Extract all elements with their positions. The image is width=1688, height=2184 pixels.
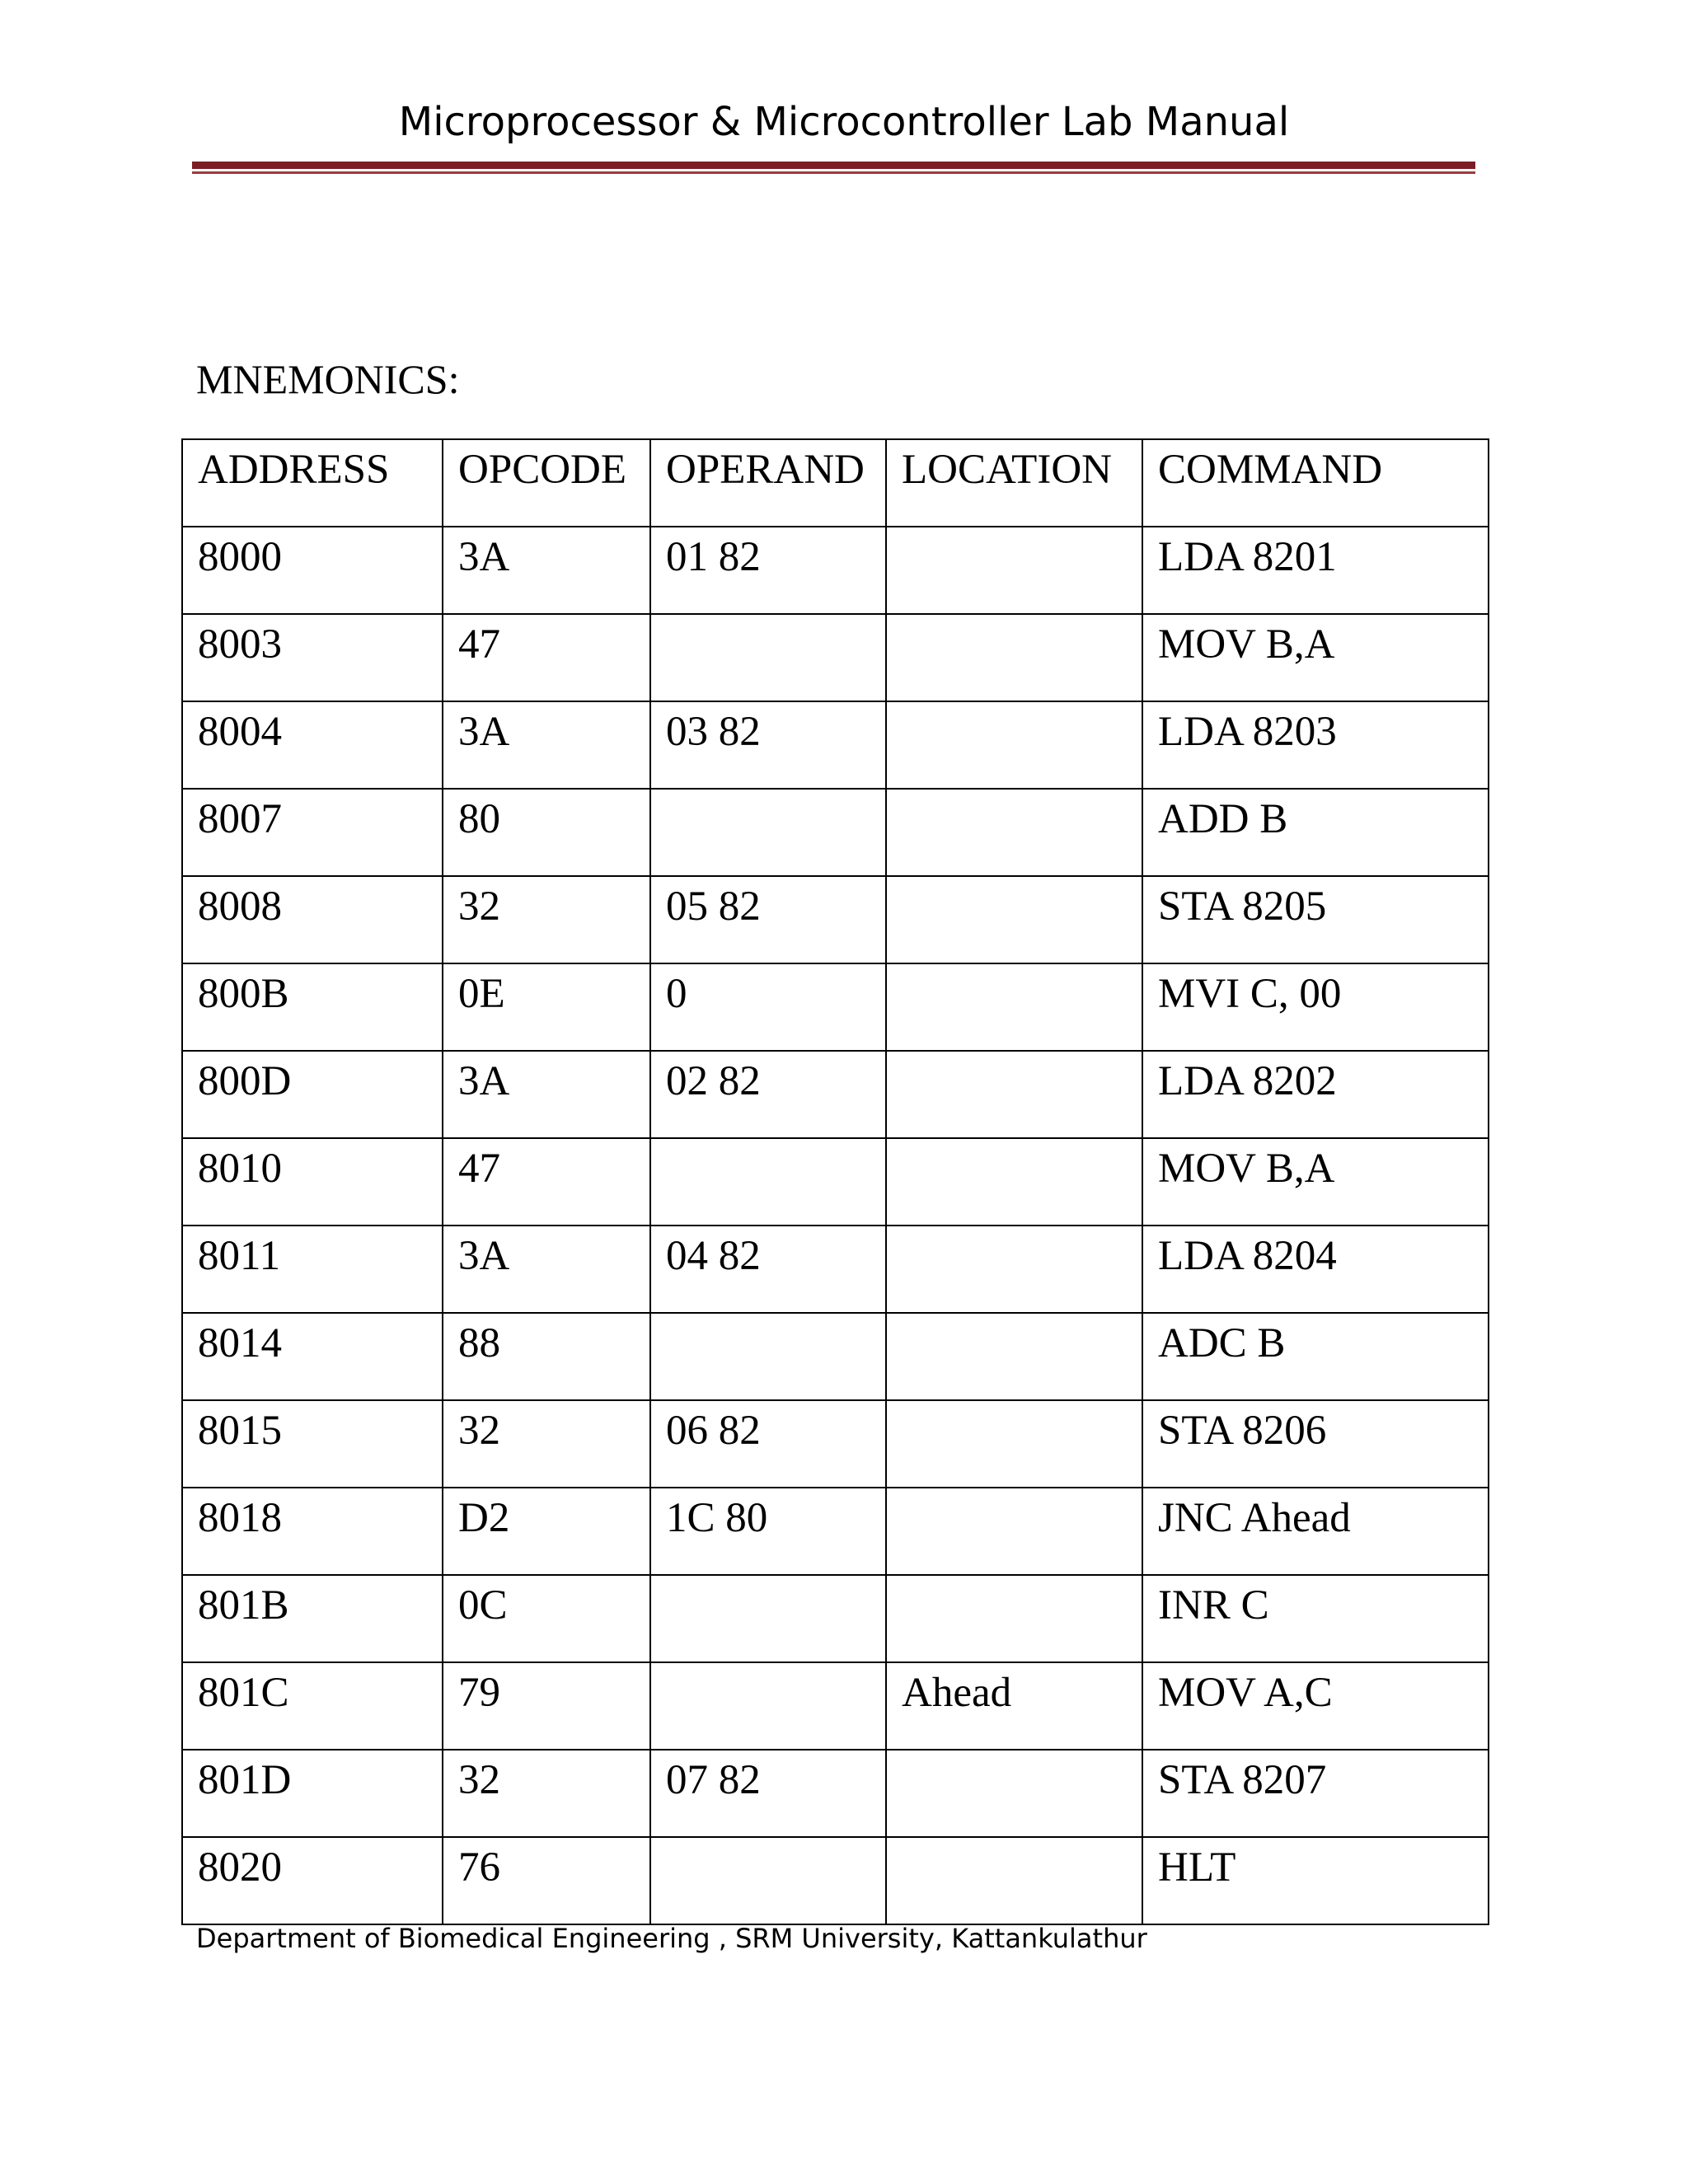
cell-address: 8000 bbox=[182, 527, 443, 614]
cell-address: 8010 bbox=[182, 1138, 443, 1226]
cell-address: 801D bbox=[182, 1750, 443, 1837]
cell-command: ADC B bbox=[1142, 1313, 1489, 1400]
cell-command: LDA 8203 bbox=[1142, 701, 1489, 789]
cell-opcode: 32 bbox=[443, 1750, 650, 1837]
header-rule-thin bbox=[192, 171, 1475, 174]
cell-location bbox=[886, 1226, 1142, 1313]
cell-opcode: 3A bbox=[443, 701, 650, 789]
table-row bbox=[182, 1051, 1489, 1138]
cell-operand bbox=[650, 1662, 886, 1750]
cell-location bbox=[886, 1313, 1142, 1400]
cell-address: 800D bbox=[182, 1051, 443, 1138]
cell-operand: 0 bbox=[650, 963, 886, 1051]
cell-opcode: 0E bbox=[443, 963, 650, 1051]
table-row bbox=[182, 963, 1489, 1051]
cell-operand: 1C 80 bbox=[650, 1488, 886, 1575]
cell-opcode: 80 bbox=[443, 789, 650, 876]
section-label: MNEMONICS: bbox=[196, 356, 460, 402]
cell-command: LDA 8202 bbox=[1142, 1051, 1489, 1138]
cell-location bbox=[886, 1051, 1142, 1138]
cell-location bbox=[886, 1750, 1142, 1837]
cell-opcode: 32 bbox=[443, 1400, 650, 1488]
cell-location bbox=[886, 1400, 1142, 1488]
cell-opcode: 3A bbox=[443, 1051, 650, 1138]
cell-command: MOV A,C bbox=[1142, 1662, 1489, 1750]
column-header-operand: OPERAND bbox=[650, 439, 886, 527]
cell-command: STA 8206 bbox=[1142, 1400, 1489, 1488]
header-rule-thick bbox=[192, 162, 1475, 169]
cell-address: 8015 bbox=[182, 1400, 443, 1488]
table-row bbox=[182, 614, 1489, 701]
cell-operand bbox=[650, 1138, 886, 1226]
cell-operand: 05 82 bbox=[650, 876, 886, 963]
table-row bbox=[182, 1226, 1489, 1313]
cell-command: LDA 8201 bbox=[1142, 527, 1489, 614]
cell-command: MVI C, 00 bbox=[1142, 963, 1489, 1051]
cell-opcode: 32 bbox=[443, 876, 650, 963]
cell-opcode: 88 bbox=[443, 1313, 650, 1400]
cell-address: 8011 bbox=[182, 1226, 443, 1313]
cell-address: 8007 bbox=[182, 789, 443, 876]
cell-command: MOV B,A bbox=[1142, 1138, 1489, 1226]
cell-address: 8014 bbox=[182, 1313, 443, 1400]
cell-address: 801C bbox=[182, 1662, 443, 1750]
mnemonics-table bbox=[181, 438, 1489, 1925]
cell-address: 8008 bbox=[182, 876, 443, 963]
cell-operand: 06 82 bbox=[650, 1400, 886, 1488]
cell-operand: 01 82 bbox=[650, 527, 886, 614]
cell-opcode: D2 bbox=[443, 1488, 650, 1575]
cell-address: 801B bbox=[182, 1575, 443, 1662]
cell-command: LDA 8204 bbox=[1142, 1226, 1489, 1313]
cell-operand bbox=[650, 614, 886, 701]
table-row bbox=[182, 701, 1489, 789]
cell-opcode: 0C bbox=[443, 1575, 650, 1662]
cell-opcode: 79 bbox=[443, 1662, 650, 1750]
cell-location bbox=[886, 1138, 1142, 1226]
table-row bbox=[182, 876, 1489, 963]
cell-operand bbox=[650, 789, 886, 876]
table-row bbox=[182, 1400, 1489, 1488]
cell-operand: 04 82 bbox=[650, 1226, 886, 1313]
cell-location bbox=[886, 527, 1142, 614]
cell-address: 8018 bbox=[182, 1488, 443, 1575]
cell-operand: 03 82 bbox=[650, 701, 886, 789]
table-header-row bbox=[182, 439, 1489, 527]
cell-operand bbox=[650, 1837, 886, 1924]
cell-command: STA 8207 bbox=[1142, 1750, 1489, 1837]
table-body bbox=[182, 439, 1489, 1924]
table-row bbox=[182, 1662, 1489, 1750]
cell-location bbox=[886, 614, 1142, 701]
cell-operand bbox=[650, 1313, 886, 1400]
cell-location bbox=[886, 1837, 1142, 1924]
cell-address: 8003 bbox=[182, 614, 443, 701]
cell-address: 8004 bbox=[182, 701, 443, 789]
table-row bbox=[182, 1488, 1489, 1575]
cell-location bbox=[886, 789, 1142, 876]
cell-command: HLT bbox=[1142, 1837, 1489, 1924]
cell-address: 8020 bbox=[182, 1837, 443, 1924]
cell-location: Ahead bbox=[886, 1662, 1142, 1750]
cell-address: 800B bbox=[182, 963, 443, 1051]
table-row bbox=[182, 1837, 1489, 1924]
column-header-address: ADDRESS bbox=[182, 439, 443, 527]
cell-opcode: 47 bbox=[443, 1138, 650, 1226]
table-row bbox=[182, 1313, 1489, 1400]
cell-opcode: 76 bbox=[443, 1837, 650, 1924]
cell-opcode: 47 bbox=[443, 614, 650, 701]
cell-opcode: 3A bbox=[443, 527, 650, 614]
cell-command: STA 8205 bbox=[1142, 876, 1489, 963]
column-header-command: COMMAND bbox=[1142, 439, 1489, 527]
cell-location bbox=[886, 963, 1142, 1051]
cell-operand: 02 82 bbox=[650, 1051, 886, 1138]
cell-opcode: 3A bbox=[443, 1226, 650, 1313]
table-row bbox=[182, 527, 1489, 614]
cell-location bbox=[886, 1575, 1142, 1662]
page-header-title: Microprocessor & Microcontroller Lab Manual bbox=[398, 99, 1290, 145]
cell-operand: 07 82 bbox=[650, 1750, 886, 1837]
cell-command: ADD B bbox=[1142, 789, 1489, 876]
column-header-opcode: OPCODE bbox=[443, 439, 650, 527]
header-rule bbox=[192, 162, 1475, 174]
cell-location bbox=[886, 701, 1142, 789]
cell-command: INR C bbox=[1142, 1575, 1489, 1662]
cell-operand bbox=[650, 1575, 886, 1662]
cell-location bbox=[886, 1488, 1142, 1575]
table-row bbox=[182, 789, 1489, 876]
cell-command: MOV B,A bbox=[1142, 614, 1489, 701]
cell-command: JNC Ahead bbox=[1142, 1488, 1489, 1575]
column-header-location: LOCATION bbox=[886, 439, 1142, 527]
table-row bbox=[182, 1575, 1489, 1662]
cell-location bbox=[886, 876, 1142, 963]
page-footer: Department of Biomedical Engineering , SRM University, Kattankulathur bbox=[196, 1923, 1147, 1954]
table-row bbox=[182, 1138, 1489, 1226]
table-row bbox=[182, 1750, 1489, 1837]
